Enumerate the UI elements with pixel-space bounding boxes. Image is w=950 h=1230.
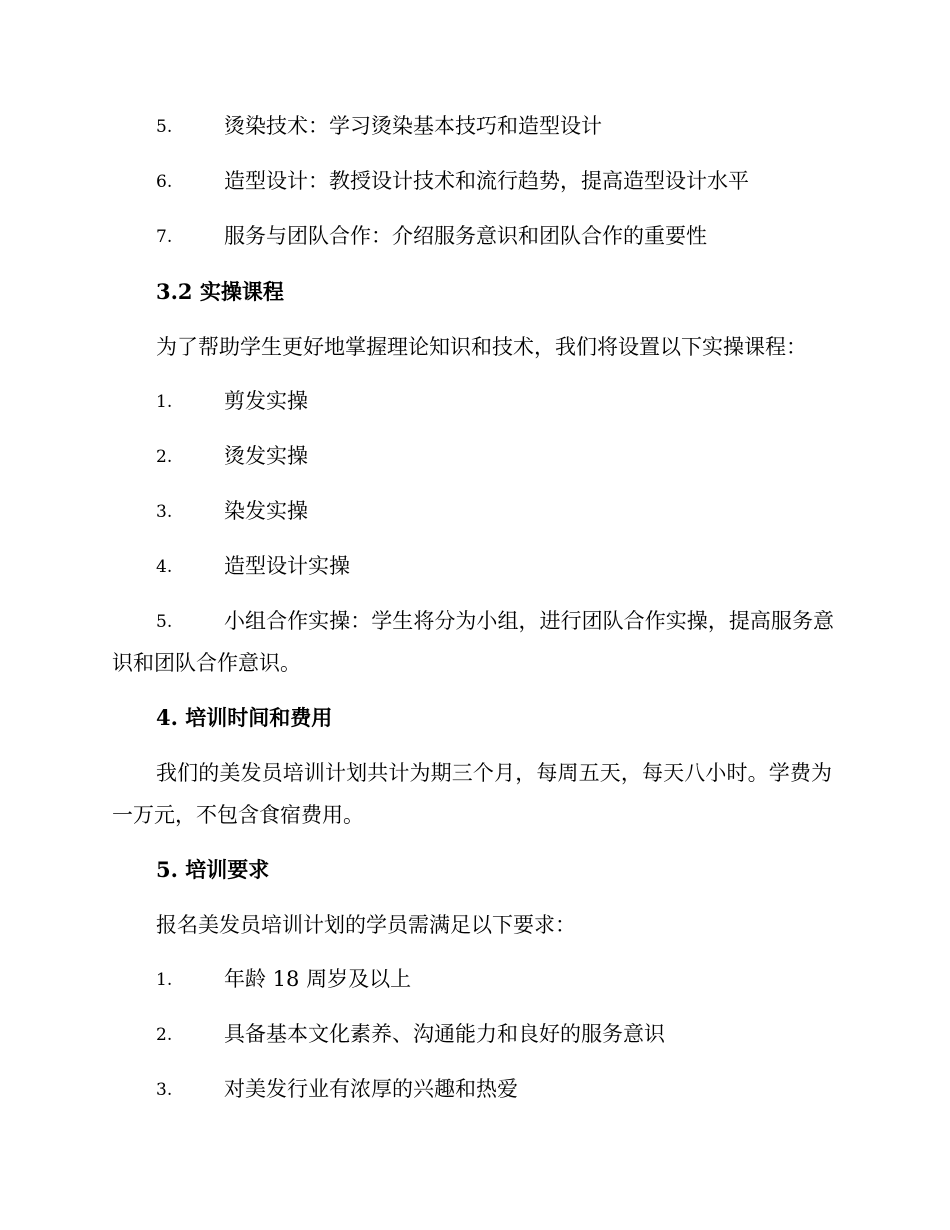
list-item-number: 6.	[156, 172, 173, 192]
list-item-text: 造型设计：教授设计技术和流行趋势，提高造型设计水平	[224, 169, 749, 193]
list-item-text: 服务与团队合作：介绍服务意识和团队合作的重要性	[224, 224, 707, 248]
list-item-number: 2.	[156, 1025, 173, 1045]
section-heading: 3.2 实操课程	[156, 279, 284, 304]
list-item-number: 7.	[156, 227, 173, 247]
list-item-number: 3.	[156, 502, 173, 522]
section-paragraph: 我们的美发员培训计划共计为期三个月，每周五天，每天八小时。学费为一万元，不包含食宿费用。	[112, 761, 832, 827]
list-item-number: 1.	[156, 392, 173, 412]
list-item-number: 1.	[156, 970, 173, 990]
list-item-text: 剪发实操	[224, 389, 308, 413]
section-intro: 报名美发员培训计划的学员需满足以下要求：	[156, 913, 576, 937]
list-item-text: 具备基本文化素养、沟通能力和良好的服务意识	[224, 1022, 665, 1046]
list-item-text: 小组合作实操：学生将分为小组，进行团队合作实操，提高服务意识和团队合作意识。	[112, 609, 834, 675]
section-intro: 为了帮助学生更好地掌握理论知识和技术，我们将设置以下实操课程：	[156, 335, 807, 359]
list-item-text: 烫发实操	[224, 444, 308, 468]
list-item-number: 4.	[156, 557, 173, 577]
list-item-text: 年龄 18 周岁及以上	[224, 967, 412, 991]
section-heading: 4. 培训时间和费用	[156, 705, 333, 730]
list-item-number: 5.	[156, 117, 173, 137]
list-item-text: 对美发行业有浓厚的兴趣和热爱	[224, 1077, 518, 1101]
list-item-text: 染发实操	[224, 499, 308, 523]
list-item-number: 2.	[156, 447, 173, 467]
list-item-text: 烫染技术：学习烫染基本技巧和造型设计	[224, 114, 602, 138]
list-item-text: 造型设计实操	[224, 554, 350, 578]
section-heading: 5. 培训要求	[156, 857, 270, 882]
list-item-number: 3.	[156, 1080, 173, 1100]
list-item-number: 5.	[156, 612, 173, 632]
